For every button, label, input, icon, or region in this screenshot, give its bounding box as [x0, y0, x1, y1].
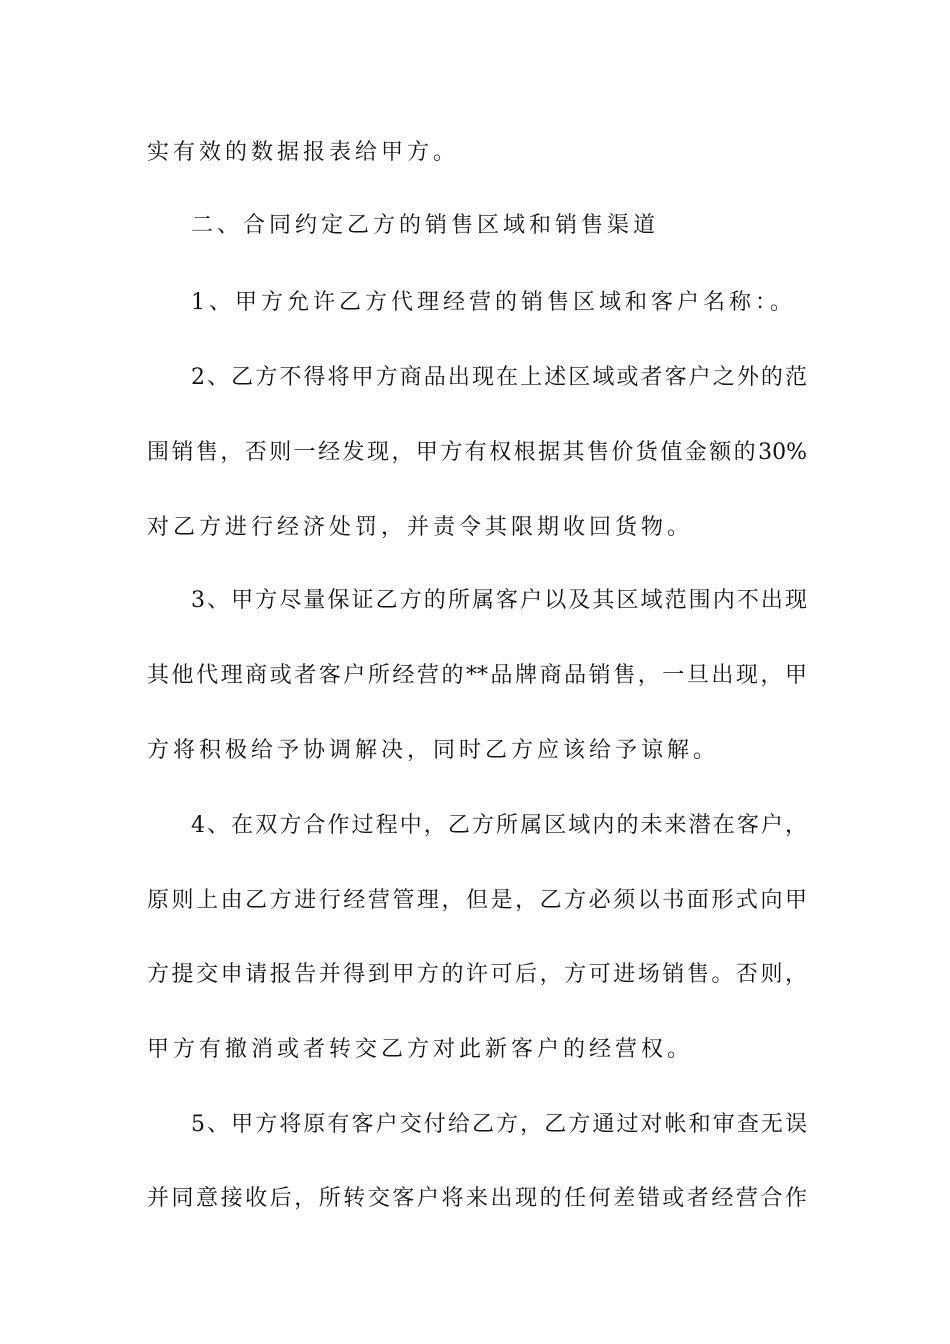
text-line-1: 实有效的数据报表给甲方。 — [147, 140, 460, 165]
clause-3-line-2: 其他代理商或者客户所经营的**品牌商品销售，一旦出现，甲 — [147, 663, 807, 688]
clause-2-line-2: 围销售，否则一经发现，甲方有权根据其售价货值金额的30% — [147, 440, 807, 465]
clause-2-line-3: 对乙方进行经济处罚，并责令其限期收回货物。 — [147, 515, 694, 540]
clause-3-line-1: 3、甲方尽量保证乙方的所属客户以及其区域范围内不出现 — [191, 588, 807, 613]
clause-4-line-1: 4、在双方合作过程中，乙方所属区域内的未来潜在客户， — [191, 813, 807, 838]
clause-4-line-2: 原则上由乙方进行经营管理，但是，乙方必须以书面形式向甲 — [147, 888, 807, 913]
clause-2-line-1: 2、乙方不得将甲方商品出现在上述区域或者客户之外的范 — [191, 365, 807, 390]
clause-5-line-2: 并同意接收后，所转交客户将来出现的任何差错或者经营合作 — [147, 1186, 807, 1211]
clause-4-line-3: 方提交申请报告并得到甲方的许可后，方可进场销售。否则， — [147, 962, 807, 987]
clause-3-line-3: 方将积极给予协调解决，同时乙方应该给予谅解。 — [147, 738, 720, 763]
clause-1-line-1: 1、甲方允许乙方代理经营的销售区域和客户名称：。 — [191, 290, 796, 315]
clause-5-line-1: 5、甲方将原有客户交付给乙方，乙方通过对帐和审查无误 — [191, 1112, 807, 1137]
clause-4-line-4: 甲方有撤消或者转交乙方对此新客户的经营权。 — [147, 1037, 694, 1062]
section-heading: 二、合同约定乙方的销售区域和销售渠道 — [191, 213, 660, 238]
